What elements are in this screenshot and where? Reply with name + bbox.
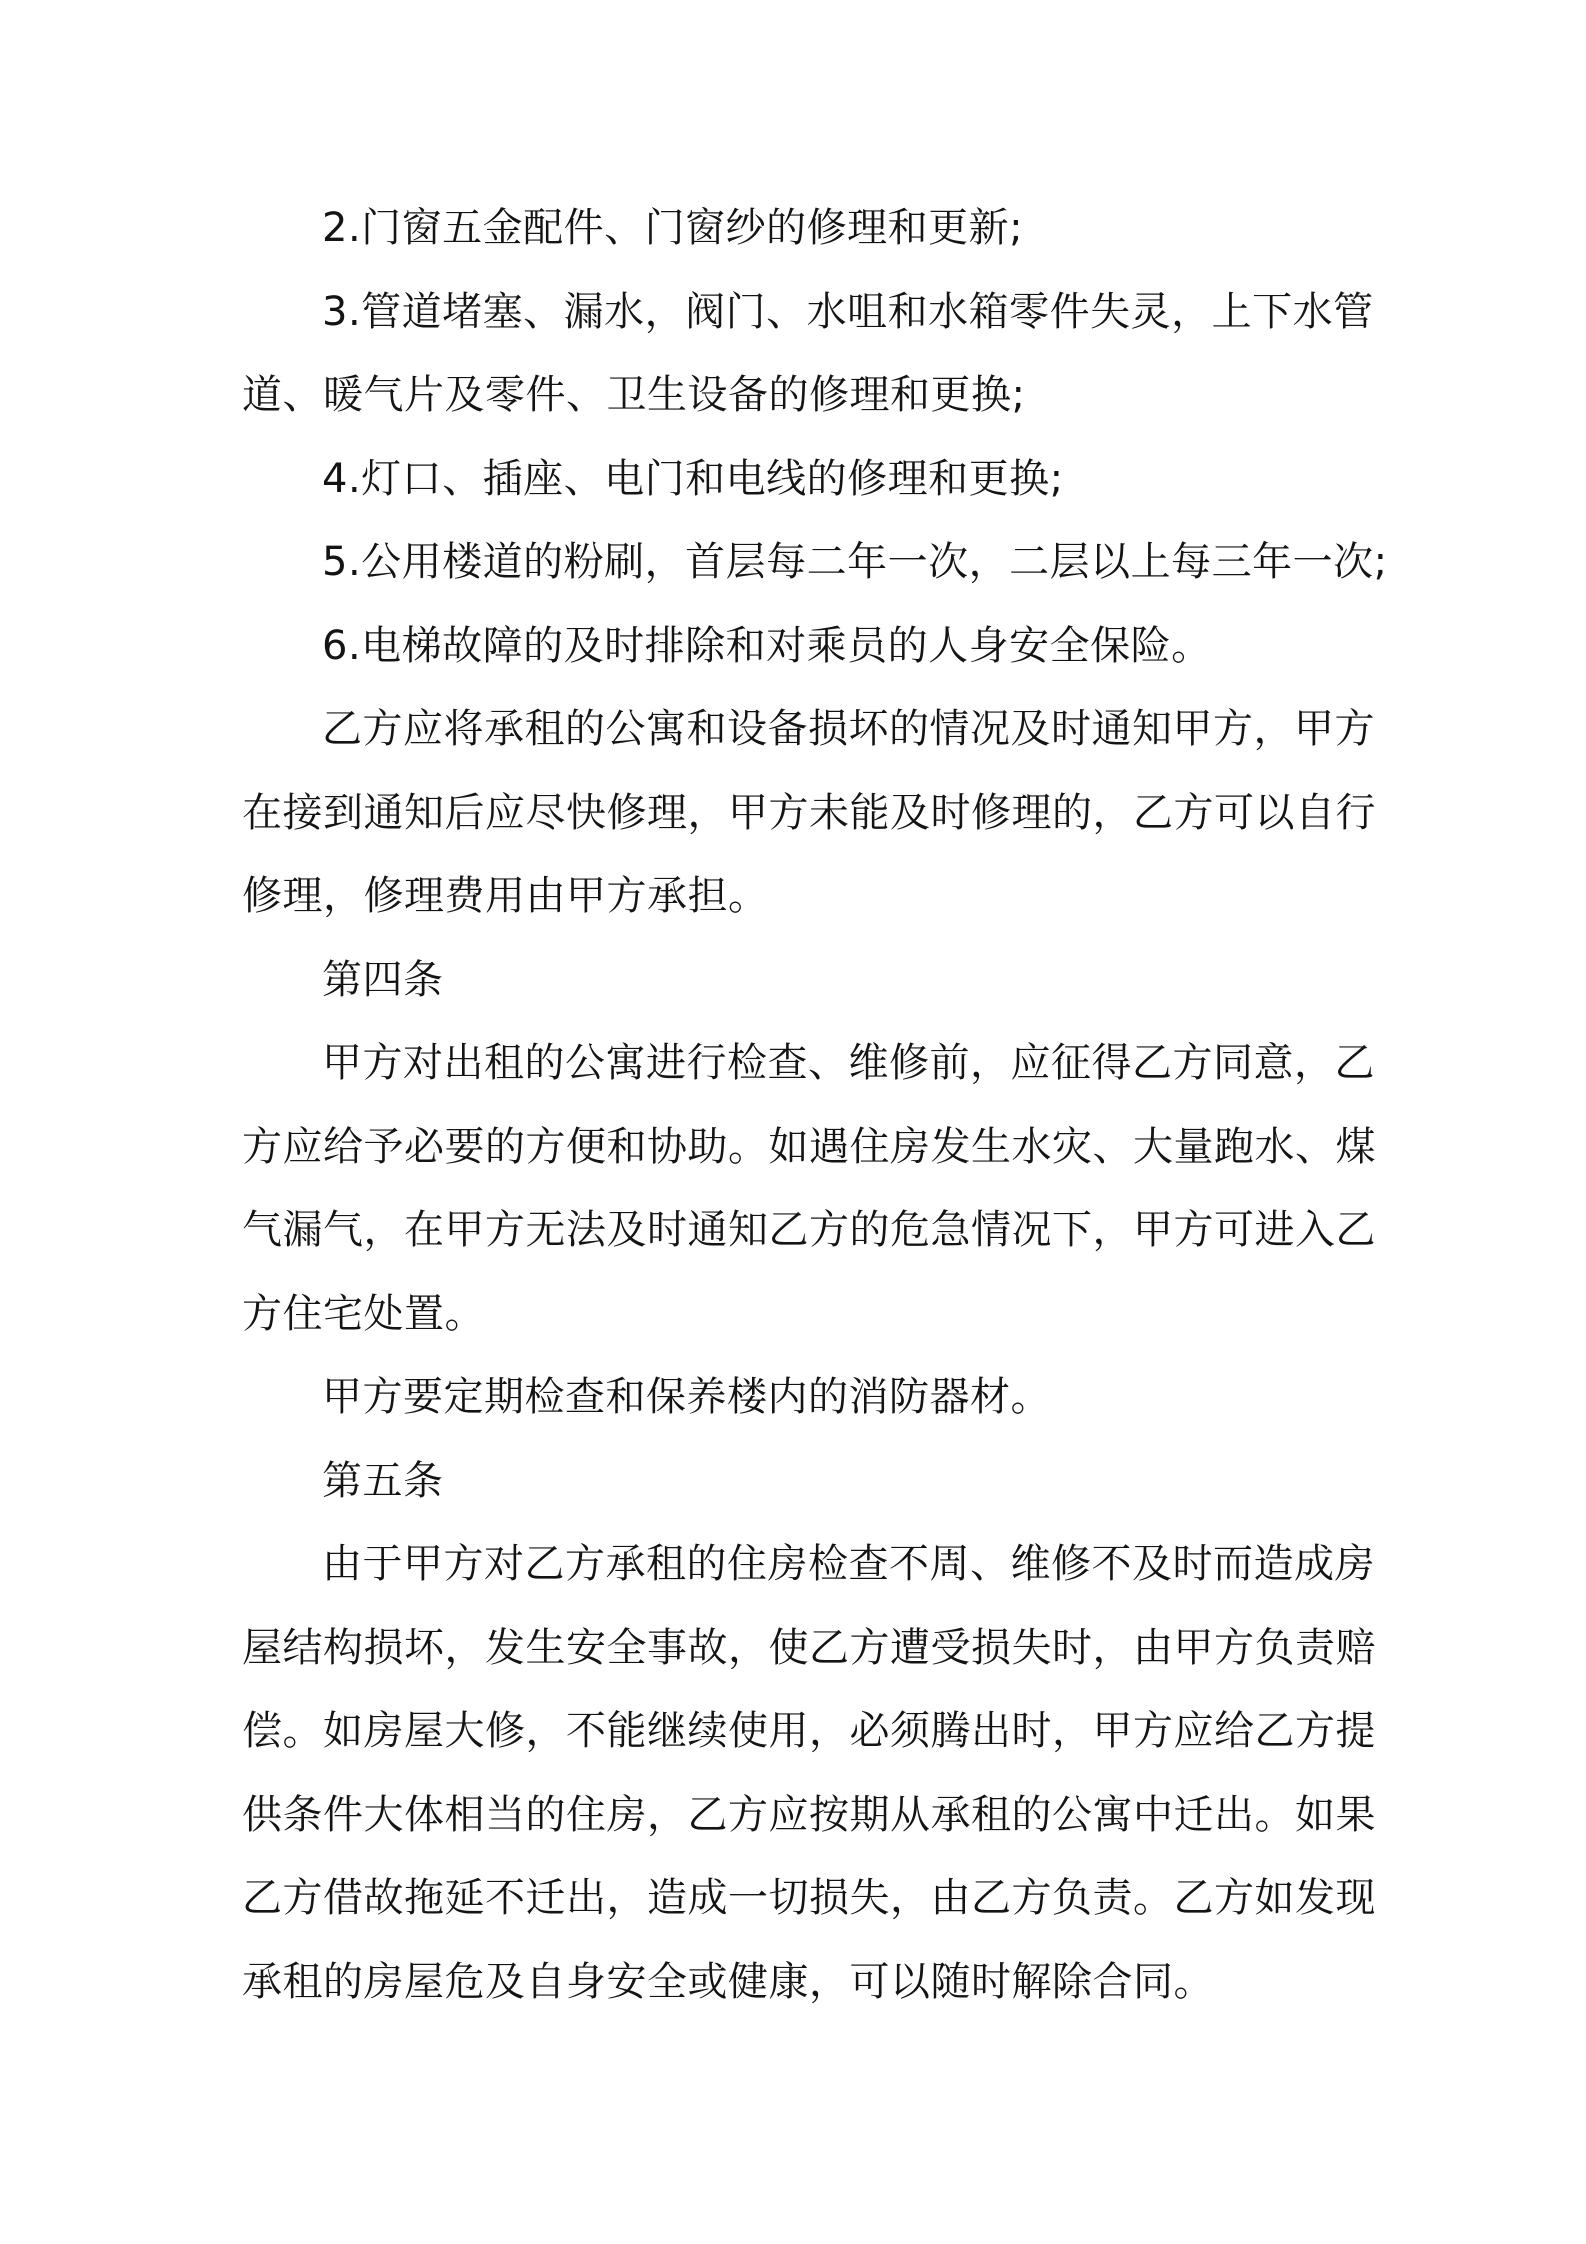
text-line: 乙方借故拖延不迁出，造成一切损失，由乙方负责。乙方如发现 <box>242 1875 1376 1921</box>
text-line: 由于甲方对乙方承租的住房检查不周、维修不及时而造成房 <box>322 1541 1375 1587</box>
text-line: 方应给予必要的方便和协助。如遇住房发生水灾、大量跑水、煤 <box>242 1123 1376 1170</box>
text-line: 修理，修理费用由甲方承担。 <box>242 873 769 919</box>
text-line: 气漏气，在甲方无法及时通知乙方的危急情况下，甲方可进入乙 <box>242 1207 1376 1253</box>
text-line: 道、暖气片及零件、卫生设备的修理和更换; <box>242 372 1026 418</box>
text-line: 乙方应将承租的公寓和设备损坏的情况及时通知甲方，甲方 <box>322 706 1375 752</box>
text-line: 在接到通知后应尽快修理，甲方未能及时修理的，乙方可以自行 <box>242 789 1376 836</box>
text-line: 承租的房屋危及自身安全或健康，可以随时解除合同。 <box>242 1958 1214 2005</box>
text-line: 3.管道堵塞、漏水，阀门、水咀和水箱零件失灵，上下水管 <box>322 288 1374 335</box>
text-line: 6.电梯故障的及时排除和对乘员的人身安全保险。 <box>322 622 1212 669</box>
text-line: 甲方要定期检查和保养楼内的消防器材。 <box>322 1374 1051 1420</box>
section-heading: 第四条 <box>322 956 444 1003</box>
text-line: 方住宅处置。 <box>242 1290 485 1337</box>
text-line: 4.灯口、插座、电门和电线的修理和更换; <box>322 455 1064 502</box>
text-line: 偿。如房屋大修，不能继续使用，必须腾出时，甲方应给乙方提 <box>242 1708 1376 1754</box>
document-body <box>242 198 1388 2035</box>
section-heading: 第五条 <box>322 1457 444 1504</box>
text-line: 屋结构损坏，发生安全事故，使乙方遭受损失时，由甲方负责赔 <box>242 1624 1376 1671</box>
text-line: 2.门窗五金配件、门窗纱的修理和更新; <box>322 205 1024 251</box>
text-line: 供条件大体相当的住房，乙方应按期从承租的公寓中迁出。如果 <box>242 1791 1376 1838</box>
text-line: 甲方对出租的公寓进行检查、维修前，应征得乙方同意，乙 <box>322 1040 1375 1086</box>
text-line: 5.公用楼道的粉刷，首层每二年一次，二层以上每三年一次; <box>322 539 1388 585</box>
